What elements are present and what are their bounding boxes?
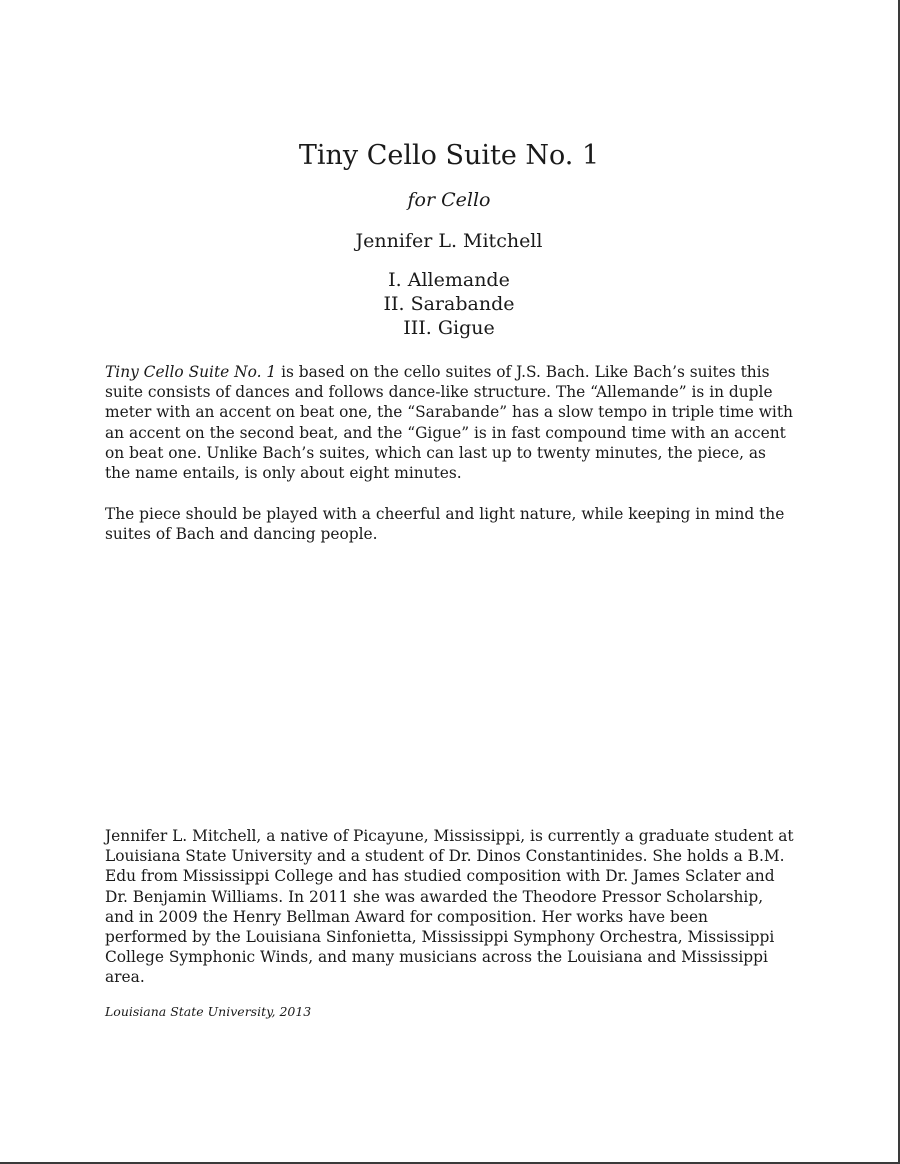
- movement-list: [0, 268, 898, 340]
- work-title-reference: Tiny Cello Suite No. 1: [105, 363, 277, 381]
- movement-item: III. Gigue: [403, 317, 495, 339]
- intro-paragraph: [105, 362, 795, 483]
- footer-institution-year: Louisiana State University, 2013: [105, 1004, 312, 1019]
- instrumentation: for Cello: [407, 189, 491, 211]
- performance-note: The piece should be played with a cheerful and light nature, while keeping in mind the suites of Bach and dancing people.: [105, 505, 785, 544]
- movement-item: II. Sarabande: [383, 293, 515, 315]
- movement-item: I. Allemande: [388, 269, 510, 291]
- composer-biography: Jennifer L. Mitchell, a native of Picayune, Mississippi, is currently a graduate student at Louisiana State University and a student of Dr. Dinos Constantinides. She holds a B.M. Edu from Mississippi College and has studied composition with Dr. James Sclater and Dr. Benjamin Williams. In 2011 she was awarded the Theodore Pressor Scholarship, and in 2009 the Henry Bellman Award for composition. Her works have been performed by the Louisiana Sinfonietta, Mississippi Symphony Orchestra, Mississippi College Symphonic Winds, and many musicians across the Louisiana and Mississippi area.: [105, 827, 794, 987]
- page-title: Tiny Cello Suite No. 1: [298, 140, 600, 171]
- intro-text: is based on the cello suites of J.S. Bach. Like Bach’s suites this suite consists of dances and follows dance-like structure. The “Allemande” is in duple meter with an accent on beat one, the “Sarabande” has a slow tempo in triple time with an accent on the second beat, and the “Gigue” is in fast compound time with an accent on beat one. Unlike Bach’s suites, which can last up to twenty minutes, the piece, as the name entails, is only about eight minutes.: [105, 363, 793, 483]
- composer-name: Jennifer L. Mitchell: [355, 230, 543, 252]
